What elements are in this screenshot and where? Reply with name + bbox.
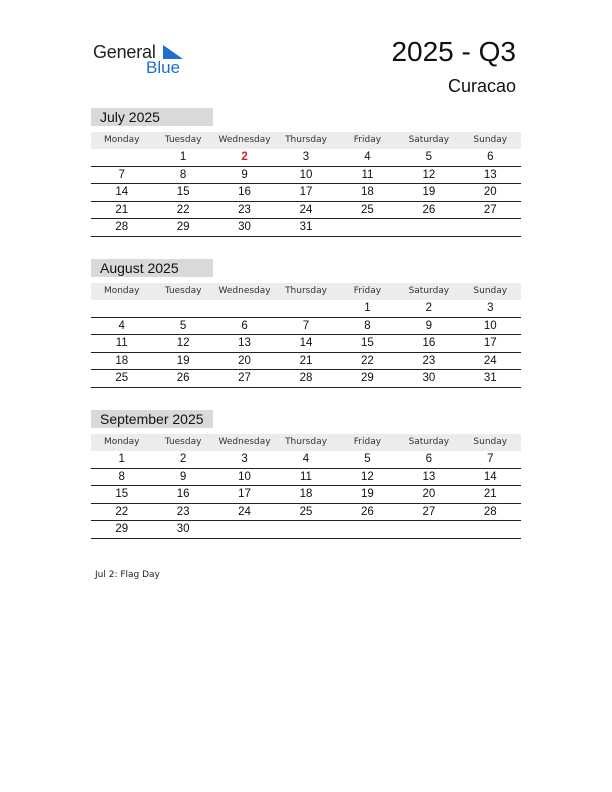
weekday-label: Monday xyxy=(103,437,140,447)
day-cell: 3 xyxy=(302,151,310,163)
day-cell: 20 xyxy=(238,354,251,367)
weekday-header xyxy=(91,434,521,451)
week-row xyxy=(91,521,521,539)
day-cell: 19 xyxy=(176,354,190,367)
day-cell: 27 xyxy=(483,203,497,216)
week-row xyxy=(91,167,521,185)
day-cell: 14 xyxy=(115,186,129,199)
day-cell xyxy=(460,521,521,538)
day-cell: 14 xyxy=(483,470,497,483)
day-cell xyxy=(214,521,275,538)
day-cell: 16 xyxy=(422,337,436,350)
day-cell: 7 xyxy=(302,319,310,332)
day-cell: 23 xyxy=(422,354,436,367)
day-cell: 21 xyxy=(483,488,497,501)
day-cell: 22 xyxy=(115,505,129,518)
holiday-notes xyxy=(95,570,160,580)
day-cell: 5 xyxy=(179,319,187,332)
day-cell: 9 xyxy=(241,168,248,181)
day-cell: 26 xyxy=(422,203,436,216)
day-cell: 15 xyxy=(176,186,190,199)
holiday-note: Jul 2: Flag Day xyxy=(95,570,160,580)
day-cell: 12 xyxy=(422,168,436,181)
day-cell: 4 xyxy=(364,151,371,163)
day-cell: 19 xyxy=(361,488,374,501)
day-cell: 27 xyxy=(422,505,436,518)
week-row xyxy=(91,202,521,220)
day-cell: 18 xyxy=(299,488,313,501)
weekday-label: Friday xyxy=(353,135,382,145)
day-cell: 9 xyxy=(425,319,433,332)
day-cell: 25 xyxy=(299,505,313,518)
day-cell: 25 xyxy=(115,372,129,385)
weekday-label: Thursday xyxy=(285,135,327,145)
weekday-label: Thursday xyxy=(285,437,327,447)
week-row xyxy=(91,219,521,237)
day-cell xyxy=(91,300,152,317)
weekday-label: Friday xyxy=(353,437,382,447)
page-title: 2025 - Q3 xyxy=(391,36,516,67)
month-title: August 2025 xyxy=(91,259,213,277)
day-cell xyxy=(275,521,336,538)
week-row xyxy=(91,469,521,487)
day-cell: 30 xyxy=(422,372,436,385)
weekday-label: Sunday xyxy=(473,437,508,447)
day-cell xyxy=(337,521,398,538)
day-cell: 8 xyxy=(179,168,187,181)
day-cell: 31 xyxy=(483,372,497,385)
day-cell: 11 xyxy=(115,337,128,350)
week-row xyxy=(91,318,521,336)
day-cell: 4 xyxy=(302,453,310,465)
day-cell: 7 xyxy=(487,453,494,465)
day-cell: 6 xyxy=(487,151,494,163)
day-cell: 28 xyxy=(115,221,129,234)
month-title: September 2025 xyxy=(91,410,213,428)
weekday-label: Sunday xyxy=(473,286,508,296)
day-cell: 10 xyxy=(299,168,313,181)
month-block-september xyxy=(91,410,521,539)
day-cell: 6 xyxy=(425,453,433,465)
country-name: Curacao xyxy=(447,76,516,96)
week-row xyxy=(91,451,521,469)
day-cell: 2 xyxy=(179,453,187,465)
day-cell: 26 xyxy=(361,505,374,518)
day-cell: 7 xyxy=(118,168,125,181)
month-title: July 2025 xyxy=(91,108,213,126)
day-cell: 23 xyxy=(238,203,251,216)
day-cell: 11 xyxy=(300,470,312,483)
week-row xyxy=(91,370,521,388)
week-row xyxy=(91,486,521,504)
day-cell: 10 xyxy=(483,319,497,332)
day-cell: 19 xyxy=(422,186,436,199)
weekday-label: Thursday xyxy=(285,286,327,296)
day-cell: 3 xyxy=(487,302,494,314)
day-cell: 5 xyxy=(364,453,371,465)
month-block-july xyxy=(91,108,521,237)
day-cell: 8 xyxy=(118,470,125,483)
logo-word-general: General xyxy=(93,42,156,62)
day-cell: 26 xyxy=(176,372,190,385)
day-cell xyxy=(152,300,213,317)
week-row xyxy=(91,504,521,522)
day-cell: 2 xyxy=(425,302,433,314)
day-cell: 12 xyxy=(176,337,190,350)
day-cell: 15 xyxy=(115,488,129,501)
weekday-label: Sunday xyxy=(473,135,508,145)
weekday-label: Monday xyxy=(103,286,140,296)
day-cell: 4 xyxy=(118,319,125,332)
day-cell: 25 xyxy=(361,203,374,216)
day-cell: 17 xyxy=(483,337,497,350)
day-cell: 3 xyxy=(241,453,248,465)
day-cell: 11 xyxy=(361,168,374,181)
day-cell: 1 xyxy=(118,453,125,465)
day-cell: 30 xyxy=(238,221,251,234)
day-cell: 24 xyxy=(483,354,497,367)
weekday-header xyxy=(91,283,521,300)
weekday-label: Saturday xyxy=(408,437,450,447)
day-cell xyxy=(275,300,336,317)
day-cell: 17 xyxy=(299,186,313,199)
day-cell: 18 xyxy=(115,354,129,367)
week-row xyxy=(91,300,521,318)
day-cell xyxy=(91,149,152,166)
weekday-label: Saturday xyxy=(408,286,450,296)
day-cell: 16 xyxy=(176,488,190,501)
weekday-label: Monday xyxy=(103,135,140,145)
week-row xyxy=(91,353,521,371)
week-row xyxy=(91,335,521,353)
day-cell: 21 xyxy=(115,203,129,216)
weekday-label: Wednesday xyxy=(218,286,271,296)
day-cell: 8 xyxy=(364,319,371,332)
day-cell xyxy=(214,300,275,317)
day-cell: 20 xyxy=(422,488,436,501)
day-cell: 10 xyxy=(238,470,251,483)
day-cell: 28 xyxy=(483,505,497,518)
weekday-header xyxy=(91,132,521,149)
day-cell: 16 xyxy=(238,186,251,199)
brand-logo xyxy=(93,40,193,80)
day-cell: 21 xyxy=(299,354,313,367)
day-cell: 15 xyxy=(361,337,374,350)
day-cell: 1 xyxy=(364,302,371,314)
day-cell: 12 xyxy=(361,470,374,483)
weekday-label: Wednesday xyxy=(218,437,271,447)
day-cell: 31 xyxy=(299,221,313,234)
day-cell: 13 xyxy=(483,168,497,181)
weekday-label: Tuesday xyxy=(164,135,202,145)
day-cell: 6 xyxy=(241,319,248,332)
day-cell: 13 xyxy=(422,470,436,483)
day-cell xyxy=(460,219,521,236)
day-cell: 17 xyxy=(238,488,251,501)
day-cell: 18 xyxy=(361,186,374,199)
day-cell: 14 xyxy=(299,337,313,350)
day-cell-holiday: 2 xyxy=(241,151,248,163)
day-cell: 29 xyxy=(176,221,190,234)
day-cell: 20 xyxy=(483,186,497,199)
day-cell: 28 xyxy=(299,372,313,385)
logo-word-blue: Blue xyxy=(146,58,181,77)
day-cell xyxy=(398,219,459,236)
day-cell: 13 xyxy=(238,337,251,350)
day-cell xyxy=(398,521,459,538)
day-cell: 29 xyxy=(115,523,129,536)
weekday-label: Friday xyxy=(353,286,382,296)
day-cell: 5 xyxy=(425,151,433,163)
day-cell xyxy=(337,219,398,236)
day-cell: 23 xyxy=(176,505,190,518)
weekday-label: Saturday xyxy=(408,135,450,145)
weekday-label: Tuesday xyxy=(164,437,202,447)
month-block-august xyxy=(91,259,521,388)
day-cell: 22 xyxy=(361,354,374,367)
day-cell: 22 xyxy=(176,203,190,216)
day-cell: 30 xyxy=(176,523,190,536)
day-cell: 29 xyxy=(361,372,374,385)
day-cell: 24 xyxy=(238,505,251,518)
day-cell: 27 xyxy=(238,372,251,385)
day-cell: 1 xyxy=(179,151,187,163)
day-cell: 9 xyxy=(179,470,187,483)
day-cell: 24 xyxy=(299,203,313,216)
weekday-label: Tuesday xyxy=(164,286,202,296)
week-row xyxy=(91,149,521,167)
weekday-label: Wednesday xyxy=(218,135,271,145)
week-row xyxy=(91,184,521,202)
